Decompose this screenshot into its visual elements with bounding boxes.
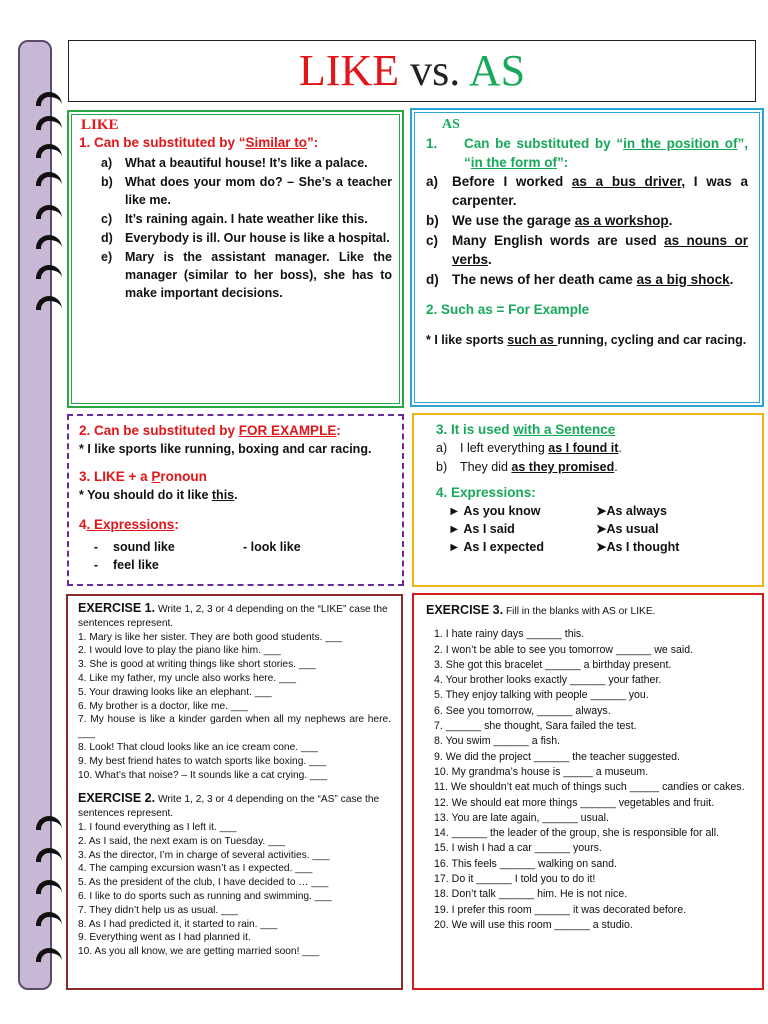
title-like: LIKE [298,46,400,95]
like-rules-2-4 [67,414,404,586]
list-item: 16. This feels ______ walking on sand. [434,857,617,870]
list-item: 4. The camping excursion wasn’t as I expected. ___ [78,863,313,875]
list-item: c) Many English words are used as nouns or verbs. [426,233,748,267]
title-vs: vs. [410,46,461,95]
list-item: 10. My grandma’s house is _____ a museum. [434,765,649,778]
list-item: d) Everybody is ill. Our house is like a hospital. [101,231,390,245]
list-item: 10. As you all know, we are getting married soon! ___ [78,946,320,958]
list-item: 20. We will use this room ______ a studio. [434,918,633,931]
as-rule-3-examples [436,439,740,476]
as-examples [426,172,748,289]
list-item: 15. I wish I had a car ______ yours. [434,842,602,855]
binder-ring-icon [36,172,62,186]
list-item: ➤As always [596,504,667,518]
title-as: AS [468,46,526,95]
list-item: 7. ______ she thought, Sara failed the test. [434,720,637,733]
binder-ring-icon [36,235,62,249]
as-expressions [448,502,740,556]
like-rule-2-example: * I like sports like running, boxing and car racing. [79,442,372,456]
list-item: 5. They enjoy talking with people ______ you. [434,689,649,702]
as-rule-2: 2. Such as = For Example [426,302,590,317]
binder-ring-icon [36,205,62,219]
list-item: ➤As I thought [596,540,680,554]
exercise-2-title: EXERCISE 2. [78,791,156,806]
exercise-3-title: EXERCISE 3. [426,603,504,617]
as-rule-3: 3. It is used with a Sentence [436,422,616,437]
list-item: 8. You swim ______ a fish. [434,735,561,748]
list-item: 5. Your drawing looks like an elephant. ___ [78,686,272,698]
list-item: 2. I would love to play the piano like him. ___ [78,645,281,657]
list-item: 3. As the director, I’m in charge of several activities. ___ [78,849,330,861]
like-rule-3: 3. LIKE + a Pronoun [79,469,207,484]
as-heading: AS [442,117,460,132]
list-item: 4. Like my father, my uncle also works here. ___ [78,672,297,684]
list-item: 17. Do it ______ I told you to do it! [434,873,596,886]
list-item: b) We use the garage as a workshop. [426,213,673,228]
list-item: 2. I won’t be able to see you tomorrow ______ we said. [434,643,694,656]
list-item: 9. We did the project ______ the teacher suggested. [434,750,680,763]
page-title [68,40,756,102]
binder-ring-icon [36,116,62,130]
list-item: 6. I like to do sports such as running and swimming. ___ [78,890,332,902]
list-item: a) Before I worked as a bus driver, I was a carpenter. [426,174,748,208]
list-item: 19. I prefer this room ______ it was decorated before. [434,903,687,916]
list-item: 9. Everything went as I had planned it. [78,932,251,944]
list-item: b) They did as they promised. [436,460,618,474]
list-item: 6. See you tomorrow, ______ always. [434,704,611,717]
exercise-1-list [78,631,391,783]
binder-ring-icon [36,816,62,830]
binder-ring-icon [36,92,62,106]
exercises-1-2 [66,594,403,990]
list-item: 5. As the president of the club, I have decided to … ___ [78,877,329,889]
exercise-3 [412,593,764,990]
exercise-2-instructions: EXERCISE 2. Write 1, 2, 3 or 4 depending on the “AS” case the sentences represent. [78,791,380,820]
list-item: 13. You are late again, ______ usual. [434,811,609,824]
binder-ring-icon [36,265,62,279]
list-item: 1. I found everything as I left it. ___ [78,821,237,833]
list-item: 10. What’s that noise? – It sounds like a cat crying. ___ [78,769,327,781]
exercise-3-instructions: EXERCISE 3. Fill in the blanks with AS or LIKE. [426,603,656,617]
binder-ring-icon [36,144,62,158]
like-section [67,110,404,408]
binder-ring-icon [36,912,62,926]
like-rule-3-example: * You should do it like this. [79,488,238,502]
binder-ring-icon [36,948,62,962]
list-item: 3. She is good at writing things like short stories. ___ [78,659,316,671]
like-heading: LIKE [81,117,119,133]
list-item: e) Mary is the assistant manager. Like the manager (similar to her boss), she has to make important decisions. [101,250,392,300]
list-item: 6. My brother is a doctor, like me. ___ [78,700,248,712]
list-item: ► As I expected [448,540,544,554]
list-item: 7. My house is like a kinder garden when all my nephews are here. ___ [78,714,391,740]
binder-ring-icon [36,848,62,862]
like-expressions [79,538,392,574]
list-item: 12. We should eat more things ______ vegetables and fruit. [434,796,715,809]
list-item: d) The news of her death came as a big shock. [426,272,734,287]
list-item: a) What a beautiful house! It’s like a palace. [101,156,368,170]
list-item: 8. As I had predicted it, it started to rain. ___ [78,918,278,930]
list-item: 4. Your brother looks exactly ______ your father. [434,674,662,687]
as-section [410,108,764,407]
like-rule-1: 1. Can be substituted by “Similar to”: [79,135,319,150]
list-item: ► As you know [448,504,541,518]
as-rule-1: 1. Can be substituted by “in the position of”, “in the form of”: [426,136,748,170]
list-item: ► As I said [448,522,515,536]
list-item: a) I left everything as I found it. [436,441,622,455]
exercise-2-list [78,821,391,959]
binder-ring-icon [36,296,62,310]
list-item: - sound like - look like [93,540,301,554]
list-item: 11. We shouldn’t eat much of things such _____ candies or cakes. [434,781,745,794]
like-examples [101,154,392,302]
like-rule-2: 2. Can be substituted by FOR EXAMPLE: [79,423,341,438]
exercise-1-instructions: EXERCISE 1. Write 1, 2, 3 or 4 depending on the “LIKE” case the sentences represent. [78,601,388,629]
list-item: 2. As I said, the next exam is on Tuesday. ___ [78,835,286,847]
list-item: 18. Don’t talk ______ him. He is not nice. [434,888,628,901]
list-item: 7. They didn’t help us as usual. ___ [78,904,239,916]
list-item: 1. Mary is like her sister. They are both good students. ___ [78,631,343,643]
list-item: ➤As usual [596,522,659,536]
list-item: 9. My best friend hates to watch sports like boxing. ___ [78,755,327,767]
list-item: 14. ______ the leader of the group, she is responsible for all. [434,827,720,840]
list-item: 3. She got this bracelet ______ a birthday present. [434,658,672,671]
list-item: 1. I hate rainy days ______ this. [434,628,585,641]
exercise-3-list [434,627,750,933]
as-rule-2-example: * I like sports such as running, cycling and car racing. [426,333,747,347]
binder-ring-icon [36,880,62,894]
list-item: b) What does your mom do? – She’s a teacher like me. [101,175,392,207]
list-item: 8. Look! That cloud looks like an ice cream cone. ___ [78,741,318,753]
as-rule-4: 4. Expressions: [436,485,536,500]
like-rule-4: 4. Expressions: [79,517,179,532]
list-item: - feel like [93,558,159,572]
as-rules-3-4 [412,413,764,587]
list-item: c) It’s raining again. I hate weather like this. [101,212,368,226]
exercise-1-title: EXERCISE 1. [78,601,156,615]
